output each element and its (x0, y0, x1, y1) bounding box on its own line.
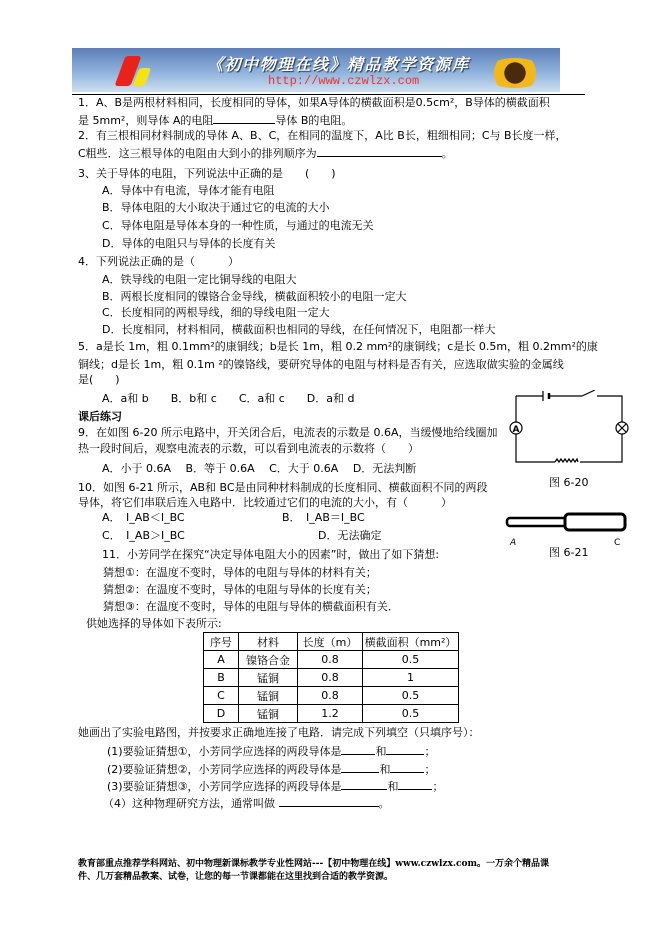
coil-resistor-icon (555, 459, 578, 462)
q11-sub4 (103, 795, 390, 811)
q11-guess: 猜想②：在温度不变时，导体的电阻与导体的长度有关； (103, 583, 377, 596)
q11-sub-and: 和 (379, 763, 391, 776)
q3-option: D．导体的电阻只与导体的长度有关 (102, 237, 276, 250)
table-header-row (204, 633, 459, 651)
q9-option: A．小于 0.6A (102, 462, 172, 475)
table-cell: 0.5 (363, 651, 459, 669)
q2-text-end: 。 (441, 147, 453, 160)
table-header: 材料 (239, 633, 298, 651)
q4-option: A．铁导线的电阻一定比铜导线的电阻大 (102, 273, 297, 286)
answer-blank[interactable] (279, 795, 379, 807)
answer-blank[interactable] (341, 761, 379, 773)
q1-text-end: 导体 B的电阻。 (275, 114, 353, 127)
table-cell: 镍铬合金 (239, 651, 298, 669)
footer-line2: 件、几万套精品教案、试卷，让您的每一节课都能在这里找到合适的教学资源。 (78, 872, 394, 882)
q5-options (102, 392, 355, 406)
q11-sub-text: (3)要验证猜想③，小芳同学应选择的两段导体是 (107, 780, 342, 793)
footer-line1: 教育部重点推荐学科网站、初中物理新课标教学专业性网站---【初中物理在线】www.czwlzx.com。一万余个精品课 (78, 859, 550, 869)
q5-option: A．a和 b (102, 392, 149, 405)
switch-icon (582, 390, 595, 396)
q11-guess: 猜想①：在温度不变时，导体的电阻与导体的材料有关； (103, 566, 377, 579)
q11-stem: 11．小芳同学在探究“决定导体电阻大小的因素”时，做出了如下猜想: (102, 548, 440, 561)
q10-option: B． I_AB＝I_BC (282, 511, 365, 524)
q3-stem: 3、关于导体的电阻，下列说法中正确的是 ( ) (78, 167, 336, 180)
table-row (204, 669, 459, 687)
table-header: 长度（m） (298, 633, 363, 651)
table-cell: 1.2 (298, 705, 363, 723)
answer-blank[interactable] (386, 743, 424, 755)
q1-line1: 1．A、B是两根材料相同，长度相同的导体，如果A导体的横截面积是0.5cm²，B导体的横截面积 (78, 96, 550, 109)
q5-option: C．a和 c (238, 392, 285, 405)
table-cell: 0.8 (298, 669, 363, 687)
answer-blank[interactable] (398, 778, 432, 790)
table-header: 横截面积（mm²） (363, 633, 459, 651)
answer-blank[interactable] (390, 761, 424, 773)
q1-line2 (78, 112, 352, 128)
q9-options (102, 462, 416, 476)
q4-option: D．长度相同，材料相同，横截面积也相同的导线，在任何情况下，电阻都一样大 (102, 323, 496, 336)
q11-sub (107, 761, 435, 777)
q3-option: B．导体电阻的大小取决于通过它的电流的大小 (102, 201, 330, 214)
q10-option: A． I_AB＜I_BC (102, 511, 185, 524)
q3-option: C．导体电阻是导体本身的一种性质，与通过的电流无关 (102, 219, 374, 232)
q2-blank[interactable] (317, 145, 442, 157)
table-cell: A (204, 651, 239, 669)
q4-option: C．长度相同的两根导线，细的导线电阻一定大 (102, 306, 330, 319)
header-divider (72, 94, 585, 95)
q9-line1: 9．在如图 6-20 所示电路中，开关闭合后，电流表的示数是 0.6A，当缓慢地给线圈加 (78, 426, 498, 439)
q9-option: D．无法判断 (352, 462, 417, 475)
q11-sub4-end: 。 (378, 797, 390, 810)
q11-sub4-text: （4）这种物理研究方法，通常叫做 (103, 797, 275, 810)
table-cell: 0.5 (363, 705, 459, 723)
table-cell: 0.5 (363, 687, 459, 705)
q5-line2: 铜线；d是长 1m，粗 0.1m ²的镍铬线，要研究导体的电阻与材料是否有关，应选取做实验的金属线 (78, 358, 564, 371)
ammeter-label: A (512, 425, 520, 435)
site-banner (72, 48, 560, 92)
sunflower-image (484, 58, 546, 88)
conductor-table (203, 632, 459, 723)
q11-sub-text: (1)要验证猜想①，小芳同学应选择的两段导体是 (107, 745, 342, 758)
conductor-rod-diagram (505, 512, 630, 534)
table-cell: C (204, 687, 239, 705)
banner-title: 《初中物理在线》精品教学资源库 (207, 55, 470, 74)
q11-sub (107, 743, 435, 759)
table-cell: 1 (363, 669, 459, 687)
table-cell: 0.8 (298, 651, 363, 669)
q10-option: C． I_AB＞I_BC (102, 529, 185, 542)
table-row (204, 651, 459, 669)
q9-line2: 热一段时间后，观察电流表的示数，可以看到电流表的示数将（ ） (78, 442, 419, 455)
q4-stem: 4．下列说法正确的是（ ） (78, 255, 239, 268)
table-cell: B (204, 669, 239, 687)
q4-option: B．两根长度相同的镍铬合金导线，横截面积较小的电阻一定大 (102, 290, 407, 303)
table-cell: 锰铜 (239, 705, 298, 723)
table-header: 序号 (204, 633, 239, 651)
q5-line1: 5．a是长 1m，粗 0.1mm²的康铜线；b是长 1m，粗 0.2 mm²的康铜线；c是长 0.5m，粗 0.2mm²的康 (78, 340, 598, 353)
answer-blank[interactable] (341, 743, 375, 755)
q3-option: A．导体中有电流，导体才能有电阻 (102, 184, 275, 197)
q11-table-intro: 供她选择的导体如下表所示: (86, 617, 222, 630)
q11-sub-text: (2)要验证猜想②，小芳同学应选择的两段导体是 (107, 763, 342, 776)
q11-sub (107, 778, 443, 794)
fig-621-caption: 图 6-21 (549, 546, 589, 559)
q11-sub-end: ； (432, 780, 444, 793)
fig-620-caption: 图 6-20 (549, 476, 589, 489)
q11-guess: 猜想③：在温度不变时，导体的电阻与导体的横截面积有关． (103, 600, 399, 613)
table-cell: 锰铜 (239, 669, 298, 687)
q10-line2: 导体，将它们串联后连入电路中．比较通过它们的电流的大小，有（ ） (78, 496, 452, 509)
answer-blank[interactable] (341, 778, 387, 790)
table-row (204, 687, 459, 705)
rod-label-c: C (614, 538, 621, 548)
q9-option: C．大于 0.6A (269, 462, 339, 475)
q2-line1: 2．有三根相同材料制成的导体 A、B、C，在相同的温度下，A比 B长，粗细相同；C与 B长度一样， (78, 129, 567, 142)
q5-option: B．b和 c (170, 392, 217, 405)
q11-sub-and: 和 (387, 780, 399, 793)
rod-label-a: A (510, 538, 517, 548)
banner-url: http://www.czwlzx.com (268, 74, 420, 88)
table-cell: D (204, 705, 239, 723)
q11-sub-end: ； (424, 763, 436, 776)
section-heading: 课后练习 (78, 410, 122, 423)
q2-line2 (78, 145, 453, 161)
q1-text: 是 5mm²，则导体 A的电阻 (78, 114, 214, 127)
q1-blank[interactable] (213, 112, 275, 124)
q2-text: C粗些．这三根导体的电阻由大到小的排列顺序为 (78, 147, 317, 160)
q10-option: D．无法确定 (318, 529, 382, 542)
q10-line1: 10．如图 6-21 所示，AB和 BC是由同种材料制成的长度相同、横截面积不同的两段 (78, 481, 488, 494)
q11-sub-and: 和 (375, 745, 387, 758)
q5-line3: 是( ) (78, 373, 120, 386)
circuit-diagram (505, 390, 635, 470)
q11-after-text: 她画出了实验电路图，并按要求正确地连接了电路．请完成下列填空（只填序号）： (78, 726, 480, 739)
table-cell: 0.8 (298, 687, 363, 705)
table-cell: 锰铜 (239, 687, 298, 705)
table-row (204, 705, 459, 723)
q5-option: D．a和 d (306, 392, 355, 405)
q11-sub-end: ； (424, 745, 436, 758)
q9-option: B．等于 0.6A (185, 462, 255, 475)
